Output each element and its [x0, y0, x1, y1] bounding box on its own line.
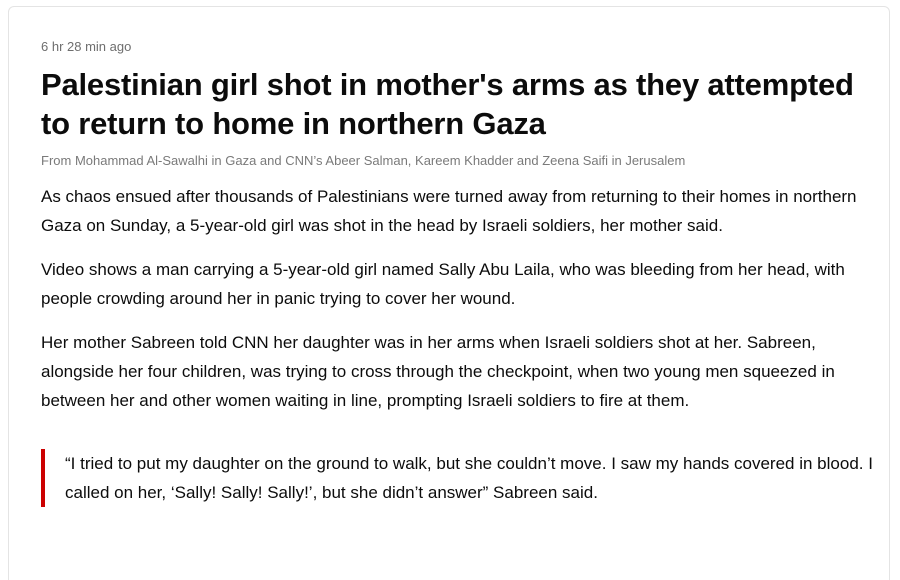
live-update-card [8, 6, 890, 580]
post-byline: From Mohammad Al-Sawalhi in Gaza and CNN’s Abeer Salman, Kareem Khadder and Zeena Saifi in Jerusalem [41, 153, 686, 168]
body-paragraph-3: Her mother Sabreen told CNN her daughter was in her arms when Israeli soldiers shot at her. Sabreen, alongside her four children, was trying to cross through the checkpoint, when two young men squeezed in between her and other women waiting in line, prompting Israeli soldiers to fire at them. [41, 333, 835, 410]
post-headline: Palestinian girl shot in mother's arms as they attempted to return to home in northern Gaza [41, 67, 854, 141]
body-paragraph-2: Video shows a man carrying a 5-year-old girl named Sally Abu Laila, who was bleeding from her head, with people crowding around her in panic trying to cover her wound. [41, 260, 845, 308]
post-content [41, 37, 881, 507]
body-paragraph-1: As chaos ensued after thousands of Palestinians were turned away from returning to their homes in northern Gaza on Sunday, a 5-year-old girl was shot in the head by Israeli soldiers, her mother said. [41, 187, 857, 235]
pull-quote: “I tried to put my daughter on the ground to walk, but she couldn’t move. I saw my hands covered in blood. I called on her, ‘Sally! Sally! Sally!’, but she didn’t answer” Sabreen said. [41, 449, 881, 507]
post-timestamp[interactable]: 6 hr 28 min ago [41, 39, 132, 54]
